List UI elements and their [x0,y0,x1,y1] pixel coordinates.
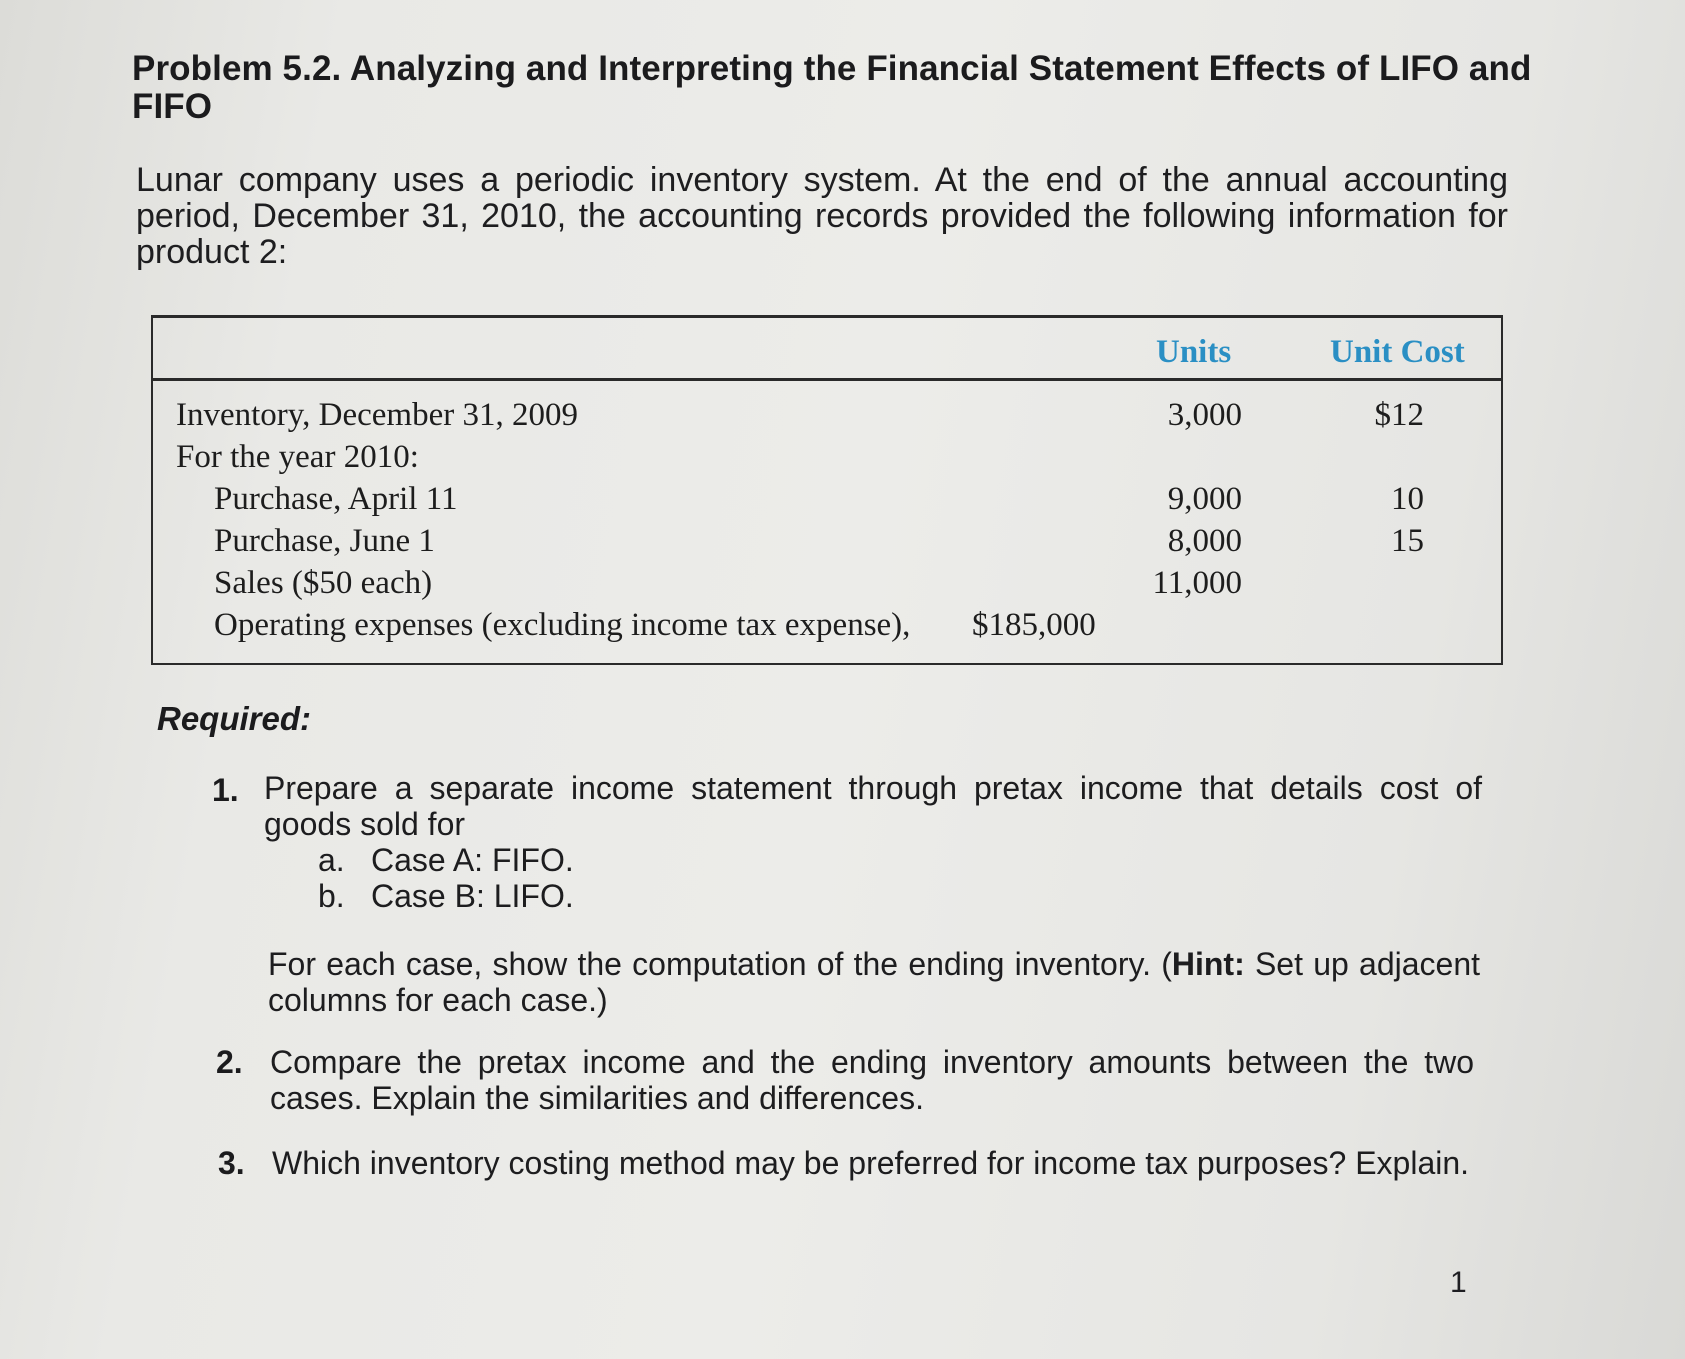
question-text: Which inventory costing method may be preferred for income tax purposes? Explain. [272,1145,1470,1181]
intro-paragraph: Lunar company uses a periodic inventory system. At the end of the annual accounting period, December 31, 2010, the accounting records provided the following information for product 2: [136,161,1508,271]
table-header-divider [153,378,1503,381]
column-header-units: Units [1156,334,1232,370]
hint-label: Hint: [1171,946,1245,982]
page-number: 1 [1450,1266,1467,1299]
row-label: Operating expenses (excluding income tax expense), [214,607,911,643]
sub-item-text: Case B: LIFO. [371,878,574,914]
table-row [176,478,1496,520]
row-unit-cost: 10 [1391,481,1424,517]
row-label: For the year 2010: [176,439,419,475]
row-units: 8,000 [1167,523,1242,559]
row-label: Purchase, April 11 [214,481,458,517]
note-text: For each case, show the computation of the ending inventory. ( [268,946,1172,982]
problem-title: Problem 5.2. Analyzing and Interpreting the Financial Statement Effects of LIFO and FIFO [132,49,1532,126]
row-label: Sales ($50 each) [214,565,433,601]
sub-item-letter: b. [318,878,345,914]
row-amount: $185,000 [972,607,1096,643]
table-row [176,520,1496,562]
question-number: 3. [218,1145,245,1181]
sub-item-letter: a. [318,842,345,878]
question-text: Prepare a separate income statement through pretax income that details cost of goods sold for [264,770,1482,842]
ending-inventory-note [268,946,1480,1018]
question-number: 2. [216,1044,243,1080]
note-text: Set up adjacent columns for each case.) [268,946,1481,1018]
sub-item-text: Case A: FIFO. [371,842,574,878]
row-unit-cost: 15 [1391,523,1424,559]
row-unit-cost: $12 [1374,397,1424,433]
table-row [176,562,1496,604]
question-text: Compare the pretax income and the ending inventory amounts between the two cases. Explain the similarities and differences. [270,1044,1474,1116]
column-header-unit-cost: Unit Cost [1330,334,1465,370]
table-row [176,604,1496,646]
required-heading: Required: [157,700,312,737]
row-label: Purchase, June 1 [214,523,435,559]
row-label: Inventory, December 31, 2009 [176,397,578,433]
table-row [176,436,1496,478]
row-units: 3,000 [1167,397,1242,433]
table-row [176,394,1496,436]
row-units: 9,000 [1167,481,1242,517]
row-units: 11,000 [1152,565,1242,601]
question-number: 1. [212,772,239,808]
